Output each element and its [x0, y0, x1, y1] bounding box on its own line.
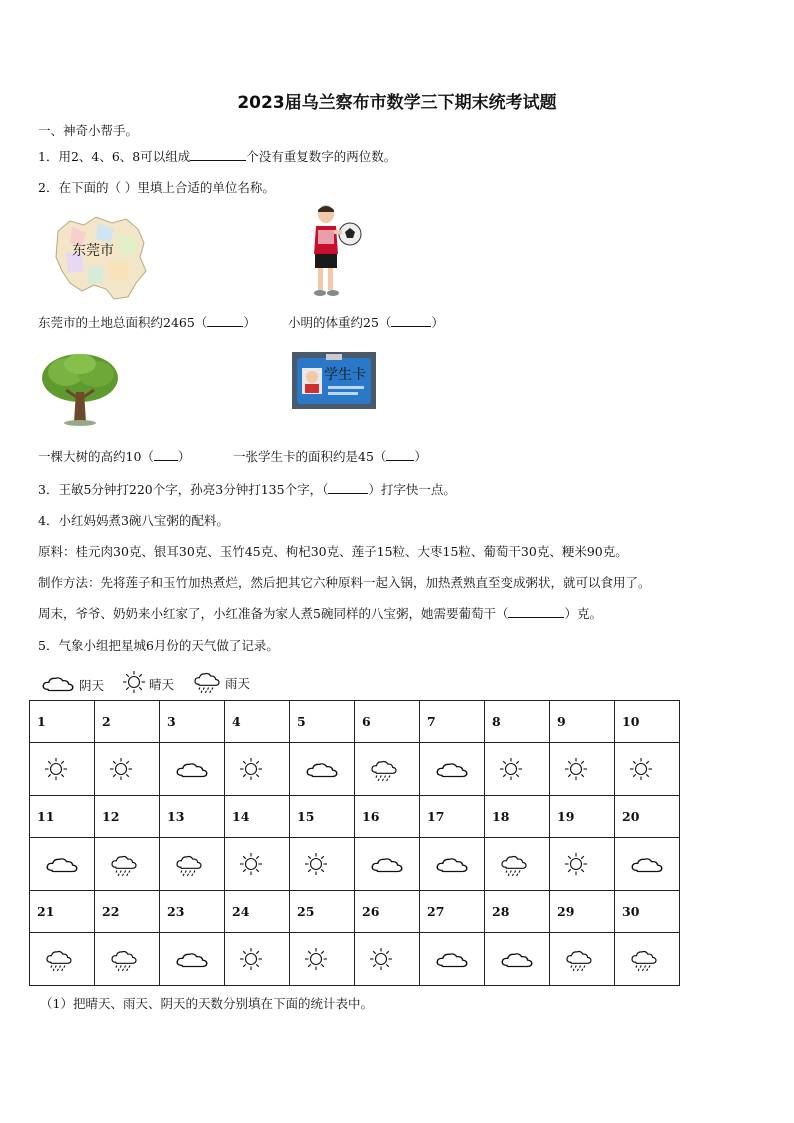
- question-2a-close: ）: [243, 315, 256, 330]
- question-2c: [38, 447, 190, 465]
- day-number-cell: 23: [160, 891, 225, 933]
- question-3-text-end: ）打字快一点。: [368, 482, 456, 497]
- cloud-icon: [30, 853, 94, 875]
- legend-sunny-label: 晴天: [149, 676, 175, 692]
- legend-rainy: [192, 668, 250, 697]
- day-number-cell: 16: [355, 796, 420, 838]
- question-2b-text: 小明的体重约25（: [288, 315, 392, 330]
- day-number-cell: 22: [95, 891, 160, 933]
- weather-cell: [615, 838, 680, 891]
- sun-icon: [225, 757, 289, 781]
- weather-cell: [95, 743, 160, 796]
- question-1-text-end: 个没有重复数字的两位数。: [246, 149, 397, 164]
- question-4-text: 周末，爷爷、奶奶来小红家了，小红准备为家人煮5碗同样的八宝粥，她需要葡萄干（: [38, 606, 509, 621]
- rain-icon: [615, 946, 679, 972]
- student-card-image: [292, 352, 376, 409]
- sun-icon: [225, 947, 289, 971]
- legend-cloudy-label: 阴天: [79, 677, 105, 693]
- rain-icon: [485, 851, 549, 877]
- answer-blank[interactable]: [508, 605, 564, 618]
- cloud-icon: [40, 672, 79, 697]
- question-2d-close: ）: [414, 449, 427, 464]
- day-number-cell: 7: [420, 701, 485, 743]
- weather-cell: [95, 933, 160, 986]
- question-2c-close: ）: [177, 449, 191, 464]
- cloud-icon: [160, 758, 224, 780]
- sun-icon: [355, 947, 419, 971]
- day-number-cell: 27: [420, 891, 485, 933]
- legend-cloudy: [40, 672, 104, 697]
- boy-with-ball-image: [312, 204, 364, 300]
- question-4-ingredients: 原料：桂元肉30克、银耳30克、玉竹45克、枸杞30克、莲子15粒、大枣15粒、葡萄干30克、粳米90克。: [38, 544, 628, 559]
- day-number-cell: 15: [290, 796, 355, 838]
- weather-cell: [30, 933, 95, 986]
- weather-cell: [290, 933, 355, 986]
- rain-icon: [30, 946, 94, 972]
- question-2b: [288, 313, 444, 331]
- weather-cell: [290, 743, 355, 796]
- sun-icon: [550, 757, 614, 781]
- day-number-cell: 6: [355, 701, 420, 743]
- weather-cell: [355, 933, 420, 986]
- day-number-cell: 9: [550, 701, 615, 743]
- day-number-cell: 20: [615, 796, 680, 838]
- dongguan-map-image: [52, 213, 150, 303]
- day-number-cell: 14: [225, 796, 290, 838]
- question-4: 4．小红妈妈煮3碗八宝粥的配料。: [38, 513, 229, 528]
- answer-blank[interactable]: [328, 481, 368, 494]
- tree-image: [40, 350, 120, 428]
- answer-blank[interactable]: [190, 148, 246, 161]
- sun-icon: [290, 852, 354, 876]
- question-3-text: 3．王敏5分钟打220个字，孙亮3分钟打135个字，（: [38, 482, 329, 497]
- section-heading: 一、神奇小帮手。: [38, 123, 139, 138]
- weather-legend: [40, 668, 264, 697]
- day-number-cell: 21: [30, 891, 95, 933]
- sun-icon: [290, 947, 354, 971]
- weather-cell: [485, 933, 550, 986]
- question-2b-close: ）: [431, 315, 444, 330]
- cloud-icon: [420, 758, 484, 780]
- day-number-cell: 12: [95, 796, 160, 838]
- weather-cell: [550, 838, 615, 891]
- weather-cell: [225, 743, 290, 796]
- weather-cell: [355, 838, 420, 891]
- day-number-cell: 19: [550, 796, 615, 838]
- sun-icon: [485, 757, 549, 781]
- weather-cell: [615, 933, 680, 986]
- cloud-icon: [160, 948, 224, 970]
- day-number-cell: 4: [225, 701, 290, 743]
- question-5-1: （1）把晴天、雨天、阴天的天数分别填在下面的统计表中。: [40, 996, 373, 1011]
- question-2d-text: 一张学生卡的面积约是45（: [233, 449, 387, 464]
- weather-cell: [95, 838, 160, 891]
- day-number-cell: 1: [30, 701, 95, 743]
- weather-cell: [225, 838, 290, 891]
- answer-blank[interactable]: [391, 314, 431, 327]
- rain-icon: [95, 851, 159, 877]
- day-number-cell: 5: [290, 701, 355, 743]
- cloud-icon: [420, 853, 484, 875]
- weather-cell: [420, 933, 485, 986]
- question-3: [38, 480, 456, 498]
- weather-cell: [160, 838, 225, 891]
- weather-cell: [550, 743, 615, 796]
- weather-cell: [160, 933, 225, 986]
- question-4-text-end: ）克。: [564, 606, 602, 621]
- rain-icon: [355, 756, 419, 782]
- cloud-icon: [485, 948, 549, 970]
- day-number-cell: 17: [420, 796, 485, 838]
- legend-sunny: [122, 670, 174, 697]
- question-2c-text: 一棵大树的高约10（: [38, 449, 154, 464]
- day-number-cell: 30: [615, 891, 680, 933]
- question-2: 2．在下面的（ ）里填上合适的单位名称。: [38, 180, 275, 195]
- day-number-cell: 26: [355, 891, 420, 933]
- cloud-icon: [420, 948, 484, 970]
- weather-cell: [485, 838, 550, 891]
- question-1-text: 1．用2、4、6、8可以组成: [38, 149, 191, 164]
- cloud-icon: [290, 758, 354, 780]
- question-4-method: 制作方法：先将莲子和玉竹加热煮烂，然后把其它六种原料一起入锅，加热煮熟直至变成粥状，就可以食用了。: [38, 575, 651, 590]
- rain-icon: [192, 668, 225, 697]
- map-label: 东莞市: [72, 243, 114, 259]
- rain-icon: [550, 946, 614, 972]
- day-number-cell: 25: [290, 891, 355, 933]
- question-5: 5．气象小组把星城6月份的天气做了记录。: [38, 638, 279, 653]
- weather-cell: [420, 743, 485, 796]
- day-number-cell: 11: [30, 796, 95, 838]
- answer-blank[interactable]: [386, 448, 414, 461]
- weather-cell: [30, 838, 95, 891]
- day-number-cell: 28: [485, 891, 550, 933]
- answer-blank[interactable]: [207, 314, 243, 327]
- weather-cell: [225, 933, 290, 986]
- sun-icon: [30, 757, 94, 781]
- weather-calendar-table: [29, 700, 680, 986]
- answer-blank[interactable]: [154, 448, 178, 461]
- page-title: 2023届乌兰察布市数学三下期末统考试题: [237, 93, 557, 113]
- day-number-cell: 24: [225, 891, 290, 933]
- weather-cell: [485, 743, 550, 796]
- rain-icon: [95, 946, 159, 972]
- cloud-icon: [355, 853, 419, 875]
- weather-cell: [615, 743, 680, 796]
- weather-cell: [160, 743, 225, 796]
- sun-icon: [615, 757, 679, 781]
- day-number-cell: 18: [485, 796, 550, 838]
- weather-cell: [420, 838, 485, 891]
- question-1: [38, 147, 396, 165]
- day-number-cell: 8: [485, 701, 550, 743]
- day-number-cell: 3: [160, 701, 225, 743]
- day-number-cell: 29: [550, 891, 615, 933]
- weather-cell: [355, 743, 420, 796]
- weather-cell: [30, 743, 95, 796]
- day-number-cell: 2: [95, 701, 160, 743]
- question-4-question: [38, 604, 602, 622]
- day-number-cell: 13: [160, 796, 225, 838]
- sun-icon: [122, 670, 149, 697]
- weather-cell: [290, 838, 355, 891]
- card-label: 学生卡: [324, 367, 366, 383]
- question-2a-text: 东莞市的土地总面积约2465（: [38, 315, 208, 330]
- sun-icon: [225, 852, 289, 876]
- question-2a: [38, 313, 256, 331]
- rain-icon: [160, 851, 224, 877]
- weather-cell: [550, 933, 615, 986]
- sun-icon: [550, 852, 614, 876]
- sun-icon: [95, 757, 159, 781]
- legend-rainy-label: 雨天: [225, 675, 251, 691]
- day-number-cell: 10: [615, 701, 680, 743]
- cloud-icon: [615, 853, 679, 875]
- question-2d: [233, 447, 427, 465]
